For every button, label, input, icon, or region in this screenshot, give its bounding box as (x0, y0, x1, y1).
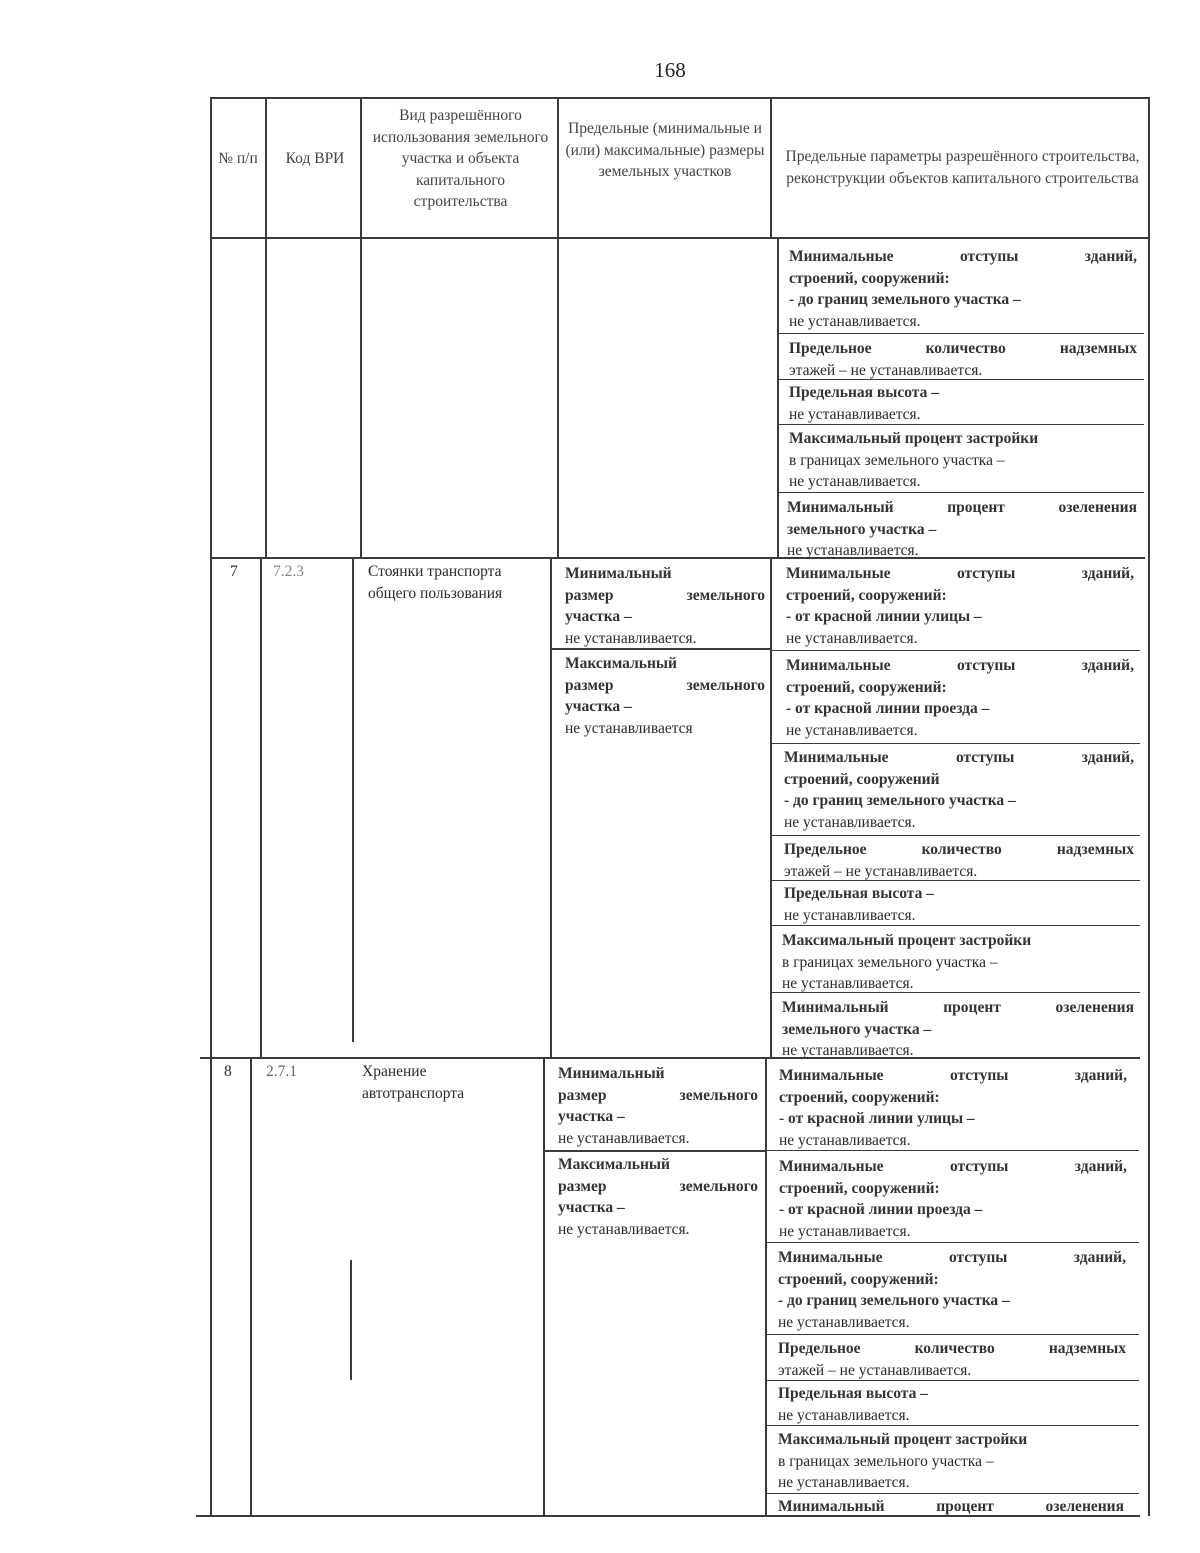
text-line: в границах земельного участка – (778, 1452, 994, 1470)
text-line: строений, сооружений: (789, 269, 950, 287)
row8-use-name: Хранение автотранспорта (362, 1063, 465, 1102)
text-line: не устанавливается. (778, 1313, 910, 1331)
cont-param-floors (789, 338, 1137, 381)
text-line: участка – (565, 608, 632, 625)
text-line: земельного участка – (787, 520, 937, 538)
text-line: не устанавливается. (789, 312, 921, 330)
table-border-top (210, 97, 1150, 99)
table-border-right (1148, 97, 1150, 1516)
text-line: строений, сооружений (784, 770, 940, 788)
text-line: не устанавливается. (784, 813, 916, 831)
header-col-code: Код ВРИ (285, 150, 345, 167)
text-line: в границах земельного участка – (789, 451, 1005, 469)
row7-param-setback-boundary (784, 747, 1134, 833)
text-line: Минимальные отступы зданий, (786, 565, 1134, 582)
text-line: Минимальный (558, 1065, 665, 1082)
text-line: Минимальные отступы зданий, (786, 657, 1134, 674)
text-line: не устанавливается. (784, 906, 916, 924)
r7-sep-2 (772, 743, 1140, 744)
cont-param-coverage (789, 428, 1137, 493)
col-sep-2c (350, 1260, 352, 1380)
text-line: - от красной линии улицы – (786, 608, 982, 625)
row7-min-size (565, 563, 765, 649)
text-line: этажей – не устанавливается. (789, 361, 983, 379)
col-sep-1c (250, 1057, 252, 1517)
text-line: в границах земельного участка – (782, 953, 998, 971)
col-sep-3c (543, 1057, 545, 1517)
text-line: Минимальный процент озеленения (787, 499, 1137, 516)
row8-min-size (558, 1063, 758, 1149)
text-line: размер земельного (565, 676, 765, 694)
col-sep-3 (557, 97, 559, 557)
text-line: не устанавливается. (778, 1474, 910, 1491)
text-line: не устанавливается. (789, 473, 921, 490)
text-line: Максимальный (558, 1156, 670, 1173)
row8-param-setback-street (779, 1065, 1127, 1151)
col-sep-1b (260, 557, 262, 1057)
row8-code: 2.7.1 (266, 1063, 297, 1080)
text-line: Минимальные отступы зданий, (778, 1249, 1126, 1266)
text-line: - до границ земельного участка – (789, 291, 1021, 308)
r8-sep-3 (767, 1334, 1139, 1335)
row7-number: 7 (230, 563, 238, 580)
row8-param-coverage (778, 1429, 1126, 1494)
text-line: не устанавливается (565, 719, 693, 737)
text-line: не устанавливается. (558, 1220, 690, 1238)
col-sep-4b (777, 237, 779, 557)
row8-max-size (558, 1154, 758, 1240)
text-line: Максимальный процент застройки (789, 430, 1039, 447)
text-line: участка – (558, 1108, 625, 1125)
col-sep-4c (770, 557, 772, 1057)
row8-param-greening (778, 1496, 1124, 1518)
row8-min-max-sep (545, 1150, 765, 1152)
cont-param-greening (787, 497, 1137, 562)
text-line: не устанавливается. (558, 1129, 690, 1147)
text-line: Максимальный процент застройки (778, 1431, 1028, 1448)
text-line: участка – (565, 698, 632, 715)
text-line: не устанавливается. (786, 721, 918, 739)
col-sep-3b (550, 557, 552, 1057)
r7-sep-1 (772, 650, 1140, 651)
row8-param-floors (778, 1338, 1126, 1381)
text-line: строений, сооружений: (786, 678, 947, 696)
text-line: размер земельного (558, 1177, 758, 1195)
text-line: этажей – не устанавливается. (778, 1361, 972, 1379)
text-line: не устанавливается. (778, 1406, 910, 1424)
header-col-params: Предельные параметры разрешённого строительства, реконструкции объектов капитального строительства (785, 148, 1140, 187)
table-border-left (210, 97, 212, 1516)
text-line: размер земельного (565, 586, 765, 604)
row7-param-greening (782, 997, 1134, 1062)
col-sep-2 (360, 97, 362, 557)
text-line: - до границ земельного участка – (778, 1292, 1010, 1309)
col-sep-2b (352, 557, 354, 1042)
page-number: 168 (654, 58, 686, 82)
text-line: Минимальные отступы зданий, (779, 1158, 1127, 1175)
text-line: Предельное количество надземных (784, 841, 1134, 858)
row7-code: 7.2.3 (273, 563, 304, 580)
text-line: не устанавливается. (787, 542, 919, 559)
row7-param-setback-driveway (786, 655, 1134, 741)
text-line: Предельное количество надземных (778, 1340, 1126, 1357)
row8-param-height (778, 1383, 1126, 1426)
text-line: не устанавливается. (779, 1222, 911, 1240)
header-col-number: № п/п (218, 150, 258, 167)
text-line: строений, сооружений: (779, 1179, 940, 1197)
text-line: Максимальный (565, 655, 677, 672)
text-line: Минимальный процент озеленения (778, 1498, 1124, 1515)
row7-use-name: Стоянки транспорта общего пользования (368, 563, 503, 602)
text-line: - от красной линии улицы – (779, 1110, 975, 1127)
row7-max-size (565, 653, 765, 739)
row8-param-setback-boundary (778, 1247, 1126, 1333)
text-line: размер земельного (558, 1086, 758, 1104)
col-sep-4d (765, 1057, 767, 1517)
r8-sep-2 (767, 1242, 1139, 1243)
text-line: не устанавливается. (789, 405, 921, 423)
text-line: не устанавливается. (782, 975, 914, 992)
col-sep-4 (770, 97, 772, 237)
cont-param-height (789, 382, 1137, 425)
text-line: - от красной линии проезда – (779, 1201, 983, 1218)
text-line: не устанавливается. (782, 1042, 914, 1059)
text-line: Предельное количество надземных (789, 340, 1137, 357)
text-line: этажей – не устанавливается. (784, 862, 978, 880)
text-line: не устанавливается. (779, 1131, 911, 1149)
header-bottom-line (210, 237, 1150, 239)
header-col-use-type: Вид разрешённого использования земельного участка и объекта капитального строительства (372, 107, 549, 210)
text-line: строений, сооружений: (778, 1270, 939, 1288)
text-line: Предельная высота – (789, 384, 939, 401)
text-line: строений, сооружений: (779, 1088, 940, 1106)
text-line: Предельная высота – (784, 885, 934, 902)
row7-param-setback-street (786, 563, 1134, 649)
row7-param-height (784, 883, 1134, 926)
text-line: участка – (558, 1199, 625, 1216)
row7-param-coverage (782, 930, 1134, 995)
text-line: Максимальный процент застройки (782, 932, 1032, 949)
text-line: Минимальные отступы зданий, (779, 1067, 1127, 1084)
text-line: Минимальный (565, 565, 672, 582)
text-line: - до границ земельного участка – (784, 792, 1016, 809)
row8-param-setback-driveway (779, 1156, 1127, 1242)
row7-param-floors (784, 839, 1134, 882)
cont-param-setbacks (789, 246, 1137, 332)
row8-number: 8 (224, 1063, 232, 1080)
text-line: строений, сооружений: (786, 586, 947, 604)
text-line: не устанавливается. (786, 629, 918, 647)
col-sep-1 (265, 97, 267, 557)
text-line: Минимальные отступы зданий, (789, 248, 1137, 265)
cont-sep-1 (779, 333, 1144, 334)
header-col-plot-size: Предельные (минимальные и (или) максимальные) размеры земельных участков (565, 120, 765, 180)
r7-sep-3 (772, 835, 1140, 836)
text-line: земельного участка – (782, 1020, 932, 1038)
text-line: Предельная высота – (778, 1385, 928, 1402)
text-line: - от красной линии проезда – (786, 700, 990, 717)
text-line: Минимальный процент озеленения (782, 999, 1134, 1016)
text-line: Минимальные отступы зданий, (784, 749, 1134, 766)
text-line: не устанавливается. (565, 629, 697, 647)
